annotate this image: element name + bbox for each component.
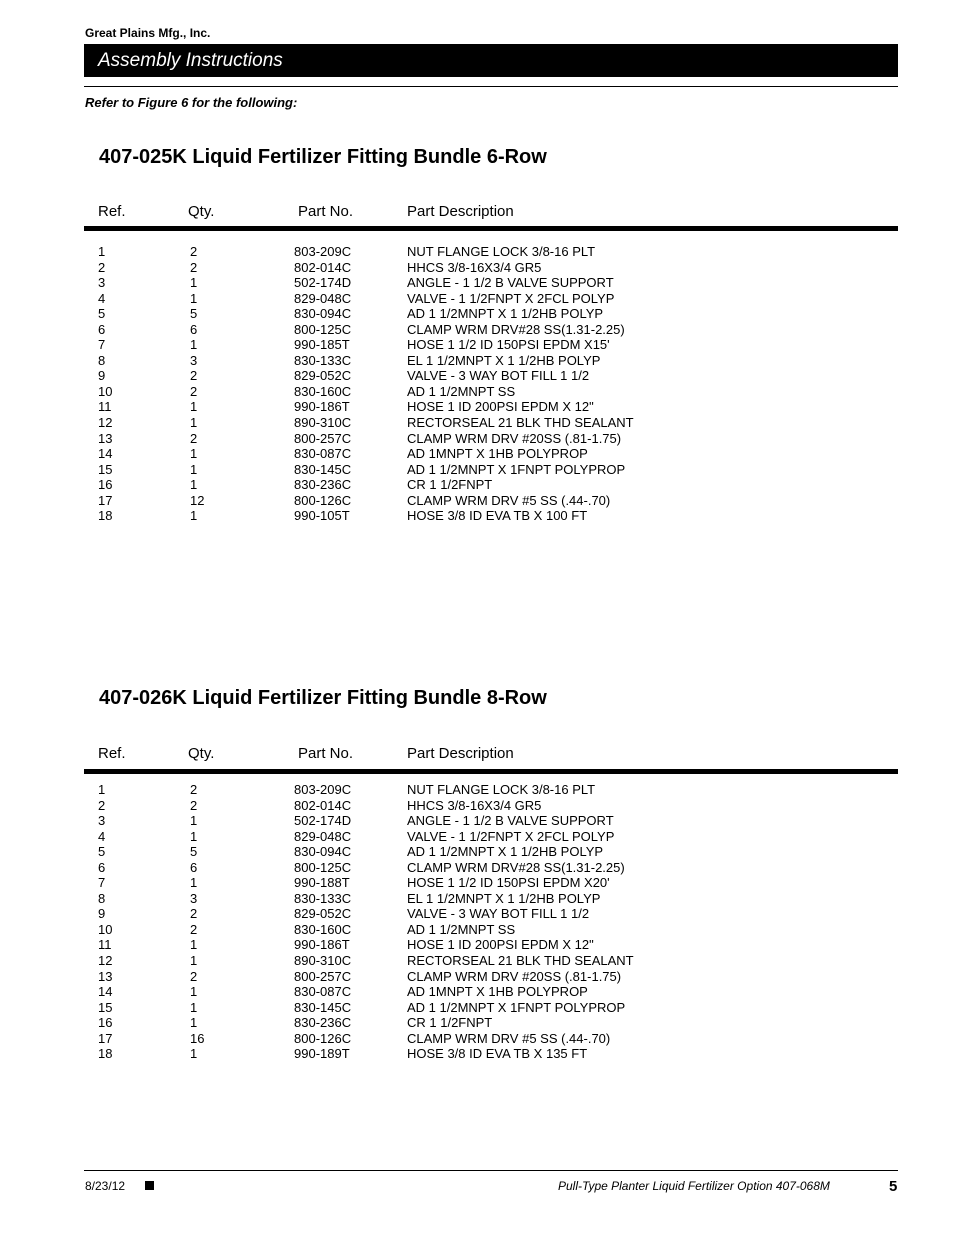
ref-cell: 14	[98, 446, 113, 462]
ref-cell: 10	[98, 921, 113, 937]
qty-cell: 3	[190, 890, 198, 906]
qty-cell: 2	[190, 383, 198, 399]
ref-cell: 11	[98, 399, 112, 415]
footer-date: 8/23/12	[85, 1179, 126, 1193]
qty-cell: 3	[190, 352, 198, 368]
part-number-cell: 830-160C	[294, 383, 352, 399]
description-cell: RECTORSEAL 21 BLK THD SEALANT	[407, 953, 634, 969]
qty-cell: 2	[190, 968, 198, 984]
part-number-cell: 830-236C	[294, 477, 352, 493]
description-cell: VALVE - 1 1/2FNPT X 2FCL POLYP	[407, 828, 615, 844]
qty-cell: 1	[190, 290, 198, 306]
ref-cell: 17	[98, 1030, 113, 1046]
table-row	[0, 368, 954, 384]
qty-cell: 1	[190, 813, 198, 829]
description-cell: HOSE 1 ID 200PSI EPDM X 12"	[407, 399, 594, 415]
qty-cell: 2	[190, 368, 198, 384]
description-cell: HHCS 3/8-16X3/4 GR5	[407, 259, 542, 275]
ref-cell: 5	[98, 844, 106, 860]
footer-document-title: Pull-Type Planter Liquid Fertilizer Option 407-068M	[558, 1179, 830, 1193]
ref-cell: 6	[98, 321, 106, 337]
description-cell: CLAMP WRM DRV#28 SS(1.31-2.25)	[407, 321, 625, 337]
part-number-cell: 830-094C	[294, 844, 352, 860]
description-cell: CR 1 1/2FNPT	[407, 1015, 493, 1031]
description-cell: AD 1 1/2MNPT X 1FNPT POLYPROP	[407, 461, 626, 477]
table-row	[0, 415, 954, 431]
part-number-cell: 830-145C	[294, 461, 352, 477]
description-cell: NUT FLANGE LOCK 3/8-16 PLT	[407, 244, 596, 259]
part-number-cell: 800-257C	[294, 968, 352, 984]
table-row	[0, 508, 954, 524]
qty-cell: 1	[190, 508, 198, 524]
parts-table-body	[0, 782, 954, 1062]
ref-cell: 2	[98, 797, 106, 813]
table-row	[0, 446, 954, 462]
ref-cell: 6	[98, 859, 106, 875]
part-number-cell: 803-209C	[294, 782, 352, 797]
ref-cell: 9	[98, 368, 106, 384]
part-number-cell: 800-126C	[294, 492, 352, 508]
description-cell: VALVE - 3 WAY BOT FILL 1 1/2	[407, 906, 590, 922]
qty-cell: 1	[190, 999, 198, 1015]
description-cell: CR 1 1/2FNPT	[407, 477, 493, 493]
ref-cell: 11	[98, 937, 112, 953]
qty-cell: 16	[190, 1030, 205, 1046]
ref-cell: 12	[98, 415, 113, 431]
table-row	[0, 844, 954, 860]
part-number-cell: 829-048C	[294, 828, 352, 844]
table-row	[0, 260, 954, 276]
qty-cell: 1	[190, 984, 198, 1000]
ref-cell: 3	[98, 275, 106, 291]
description-cell: VALVE - 3 WAY BOT FILL 1 1/2	[407, 368, 590, 384]
figure-reference-note: Refer to Figure 6 for the following:	[85, 95, 298, 110]
qty-cell: 2	[190, 782, 198, 797]
table-row	[0, 906, 954, 922]
qty-cell: 6	[190, 321, 198, 337]
part-number-cell: 990-188T	[294, 875, 350, 891]
qty-cell: 2	[190, 797, 198, 813]
column-header-ref: Ref.	[98, 745, 126, 762]
ref-cell: 3	[98, 813, 106, 829]
description-cell: CLAMP WRM DRV #5 SS (.44-.70)	[407, 1030, 611, 1046]
part-number-cell: 803-209C	[294, 244, 352, 259]
description-cell: HOSE 1 ID 200PSI EPDM X 12"	[407, 937, 594, 953]
table-header-rule	[84, 226, 898, 231]
table-row	[0, 353, 954, 369]
description-cell: AD 1 1/2MNPT X 1FNPT POLYPROP	[407, 999, 626, 1015]
part-number-cell: 829-052C	[294, 368, 352, 384]
part-number-cell: 830-087C	[294, 984, 352, 1000]
column-header-description: Part Description	[407, 745, 514, 762]
description-cell: EL 1 1/2MNPT X 1 1/2HB POLYP	[407, 890, 601, 906]
part-number-cell: 990-189T	[294, 1046, 350, 1062]
qty-cell: 5	[190, 844, 198, 860]
table-header-rule	[84, 769, 898, 774]
ref-cell: 15	[98, 461, 113, 477]
ref-cell: 16	[98, 477, 113, 493]
qty-cell: 2	[190, 906, 198, 922]
description-cell: RECTORSEAL 21 BLK THD SEALANT	[407, 415, 634, 431]
column-header-part-no: Part No.	[298, 203, 354, 220]
table-row	[0, 922, 954, 938]
part-number-cell: 830-087C	[294, 446, 352, 462]
column-header-ref: Ref.	[98, 203, 126, 220]
table-row	[0, 875, 954, 891]
parts-table-body	[0, 244, 954, 524]
ref-cell: 8	[98, 352, 106, 368]
qty-cell: 12	[190, 492, 205, 508]
description-cell: AD 1MNPT X 1HB POLYPROP	[407, 984, 588, 1000]
part-number-cell: 830-094C	[294, 306, 352, 322]
part-number-cell: 800-125C	[294, 321, 352, 337]
company-name: Great Plains Mfg., Inc.	[85, 26, 211, 40]
table-row	[0, 860, 954, 876]
description-cell: CLAMP WRM DRV #20SS (.81-1.75)	[407, 430, 622, 446]
ref-cell: 1	[98, 244, 106, 259]
part-number-cell: 502-174D	[294, 813, 352, 829]
table-row	[0, 493, 954, 509]
description-cell: AD 1MNPT X 1HB POLYPROP	[407, 446, 588, 462]
part-number-cell: 502-174D	[294, 275, 352, 291]
part-number-cell: 990-186T	[294, 937, 350, 953]
qty-cell: 1	[190, 937, 198, 953]
part-number-cell: 830-160C	[294, 921, 352, 937]
qty-cell: 2	[190, 259, 198, 275]
table-row	[0, 937, 954, 953]
ref-cell: 14	[98, 984, 113, 1000]
description-cell: AD 1 1/2MNPT X 1 1/2HB POLYP	[407, 844, 604, 860]
table-row	[0, 1015, 954, 1031]
qty-cell: 6	[190, 859, 198, 875]
description-cell: ANGLE - 1 1/2 B VALVE SUPPORT	[407, 813, 614, 829]
part-number-cell: 830-236C	[294, 1015, 352, 1031]
description-cell: ANGLE - 1 1/2 B VALVE SUPPORT	[407, 275, 614, 291]
table-row	[0, 798, 954, 814]
qty-cell: 1	[190, 1015, 198, 1031]
ref-cell: 13	[98, 968, 113, 984]
part-number-cell: 800-257C	[294, 430, 352, 446]
qty-cell: 5	[190, 306, 198, 322]
column-header-description: Part Description	[407, 203, 514, 220]
section-header-bar: Assembly Instructions	[84, 44, 898, 77]
bundle-title: 407-026K Liquid Fertilizer Fitting Bundle 8-Row	[99, 687, 547, 709]
table-row	[0, 984, 954, 1000]
ref-cell: 18	[98, 508, 113, 524]
qty-cell: 1	[190, 275, 198, 291]
bundle-title: 407-025K Liquid Fertilizer Fitting Bundle 6-Row	[99, 146, 547, 168]
part-number-cell: 990-185T	[294, 337, 350, 353]
description-cell: AD 1 1/2MNPT SS	[407, 383, 516, 399]
ref-cell: 9	[98, 906, 106, 922]
qty-cell: 1	[190, 477, 198, 493]
qty-cell: 2	[190, 430, 198, 446]
part-number-cell: 830-133C	[294, 352, 352, 368]
description-cell: NUT FLANGE LOCK 3/8-16 PLT	[407, 782, 596, 797]
qty-cell: 1	[190, 415, 198, 431]
column-header-part-no: Part No.	[298, 745, 354, 762]
part-number-cell: 800-126C	[294, 1030, 352, 1046]
qty-cell: 1	[190, 953, 198, 969]
ref-cell: 13	[98, 430, 113, 446]
description-cell: HOSE 3/8 ID EVA TB X 100 FT	[407, 508, 588, 524]
table-row	[0, 969, 954, 985]
description-cell: CLAMP WRM DRV #5 SS (.44-.70)	[407, 492, 611, 508]
ref-cell: 8	[98, 890, 106, 906]
qty-cell: 2	[190, 244, 198, 259]
table-row	[0, 431, 954, 447]
table-row	[0, 306, 954, 322]
qty-cell: 2	[190, 921, 198, 937]
ref-cell: 7	[98, 875, 106, 891]
square-bullet-icon	[145, 1181, 154, 1190]
description-cell: HOSE 1 1/2 ID 150PSI EPDM X20'	[407, 875, 610, 891]
ref-cell: 15	[98, 999, 113, 1015]
table-row	[0, 891, 954, 907]
ref-cell: 5	[98, 306, 106, 322]
table-row	[0, 953, 954, 969]
description-cell: CLAMP WRM DRV #20SS (.81-1.75)	[407, 968, 622, 984]
table-row	[0, 275, 954, 291]
qty-cell: 1	[190, 461, 198, 477]
table-row	[0, 829, 954, 845]
table-row	[0, 399, 954, 415]
ref-cell: 2	[98, 259, 106, 275]
table-row	[0, 244, 954, 260]
part-number-cell: 800-125C	[294, 859, 352, 875]
ref-cell: 10	[98, 383, 113, 399]
part-number-cell: 802-014C	[294, 797, 352, 813]
description-cell: HOSE 3/8 ID EVA TB X 135 FT	[407, 1046, 588, 1062]
table-row	[0, 1000, 954, 1016]
description-cell: AD 1 1/2MNPT X 1 1/2HB POLYP	[407, 306, 604, 322]
header-rule	[84, 86, 898, 87]
column-header-qty: Qty.	[188, 203, 215, 220]
ref-cell: 4	[98, 290, 106, 306]
table-row	[0, 462, 954, 478]
part-number-cell: 829-052C	[294, 906, 352, 922]
ref-cell: 7	[98, 337, 106, 353]
table-row	[0, 1046, 954, 1062]
qty-cell: 1	[190, 446, 198, 462]
part-number-cell: 990-105T	[294, 508, 350, 524]
table-row	[0, 1031, 954, 1047]
qty-cell: 1	[190, 828, 198, 844]
ref-cell: 4	[98, 828, 106, 844]
part-number-cell: 990-186T	[294, 399, 350, 415]
part-number-cell: 829-048C	[294, 290, 352, 306]
table-row	[0, 291, 954, 307]
column-header-qty: Qty.	[188, 745, 215, 762]
qty-cell: 1	[190, 1046, 198, 1062]
description-cell: HOSE 1 1/2 ID 150PSI EPDM X15'	[407, 337, 610, 353]
part-number-cell: 890-310C	[294, 415, 352, 431]
description-cell: EL 1 1/2MNPT X 1 1/2HB POLYP	[407, 352, 601, 368]
table-row	[0, 337, 954, 353]
description-cell: HHCS 3/8-16X3/4 GR5	[407, 797, 542, 813]
ref-cell: 12	[98, 953, 113, 969]
footer-rule	[84, 1170, 898, 1171]
part-number-cell: 890-310C	[294, 953, 352, 969]
part-number-cell: 830-133C	[294, 890, 352, 906]
description-cell: VALVE - 1 1/2FNPT X 2FCL POLYP	[407, 290, 615, 306]
ref-cell: 17	[98, 492, 113, 508]
table-row	[0, 477, 954, 493]
description-cell: AD 1 1/2MNPT SS	[407, 921, 516, 937]
table-row	[0, 322, 954, 338]
ref-cell: 16	[98, 1015, 113, 1031]
table-row	[0, 813, 954, 829]
ref-cell: 1	[98, 782, 106, 797]
table-row	[0, 782, 954, 798]
description-cell: CLAMP WRM DRV#28 SS(1.31-2.25)	[407, 859, 625, 875]
qty-cell: 1	[190, 399, 198, 415]
qty-cell: 1	[190, 337, 198, 353]
ref-cell: 18	[98, 1046, 113, 1062]
page-number: 5	[889, 1178, 898, 1195]
part-number-cell: 830-145C	[294, 999, 352, 1015]
table-row	[0, 384, 954, 400]
part-number-cell: 802-014C	[294, 259, 352, 275]
qty-cell: 1	[190, 875, 198, 891]
